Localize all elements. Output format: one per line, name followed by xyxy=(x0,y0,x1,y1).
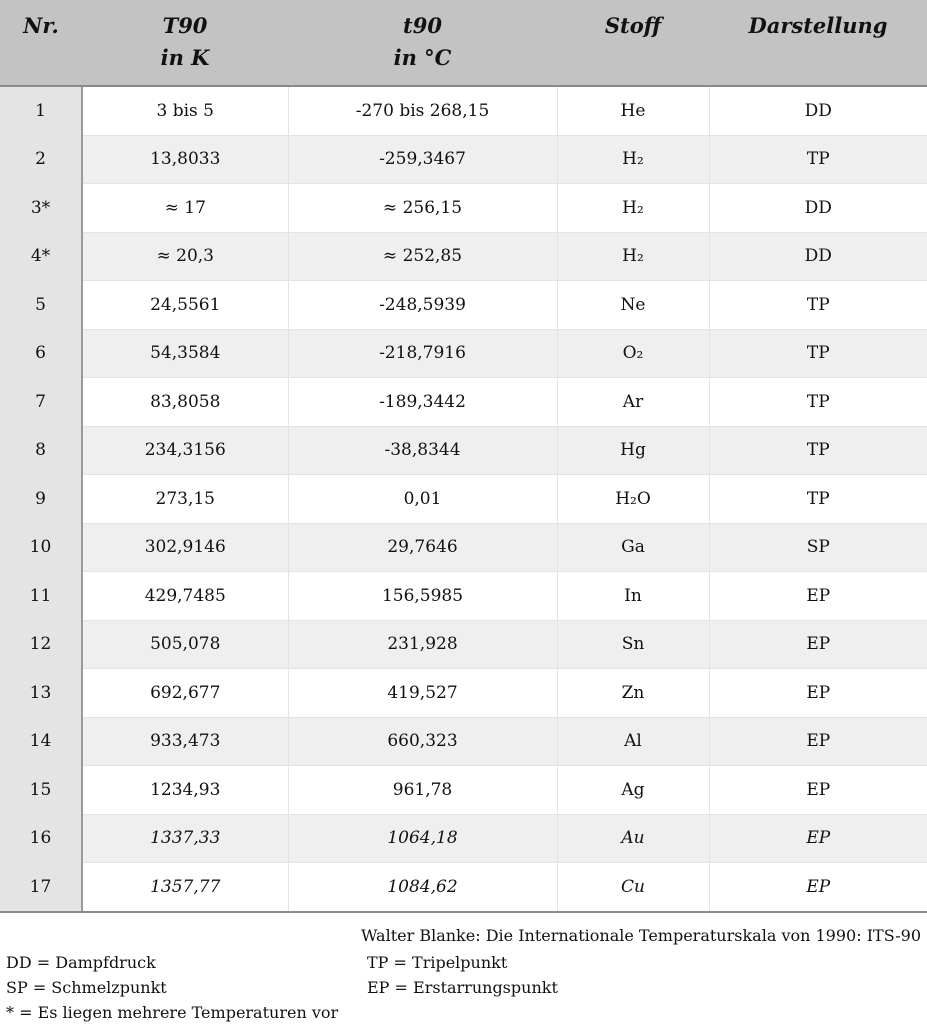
table-row xyxy=(0,814,927,863)
header-row xyxy=(0,0,927,86)
cell-darstellung: TP xyxy=(709,475,927,524)
cell-celsius: 156,5985 xyxy=(288,572,557,621)
cell-stoff: He xyxy=(557,86,709,135)
cell-celsius: -259,3467 xyxy=(288,135,557,184)
cell-nr: 2 xyxy=(0,135,82,184)
cell-stoff: Ar xyxy=(557,378,709,427)
table-row xyxy=(0,184,927,233)
table-row xyxy=(0,523,927,572)
cell-kelvin: 13,8033 xyxy=(82,135,288,184)
cell-nr: 7 xyxy=(0,378,82,427)
legend-star: * = Es liegen mehrere Temperaturen vor xyxy=(6,1002,339,1022)
legend-tp: TP = Tripelpunkt xyxy=(367,952,508,972)
cell-stoff: Au xyxy=(557,814,709,863)
cell-celsius: ≈ 252,85 xyxy=(288,232,557,281)
cell-stoff: Sn xyxy=(557,620,709,669)
cell-darstellung: SP xyxy=(709,523,927,572)
header-darstellung: Darstellung xyxy=(709,0,927,86)
cell-darstellung: DD xyxy=(709,184,927,233)
cell-darstellung: EP xyxy=(709,620,927,669)
header-stoff: Stoff xyxy=(557,0,709,86)
table-row xyxy=(0,86,927,135)
cell-nr: 9 xyxy=(0,475,82,524)
cell-darstellung: TP xyxy=(709,426,927,475)
table-row xyxy=(0,620,927,669)
cell-darstellung: EP xyxy=(709,814,927,863)
table-row xyxy=(0,135,927,184)
cell-celsius: -248,5939 xyxy=(288,281,557,330)
header-nr: Nr. xyxy=(0,0,82,86)
cell-nr: 10 xyxy=(0,523,82,572)
cell-kelvin: 692,677 xyxy=(82,669,288,718)
cell-stoff: In xyxy=(557,572,709,621)
legend-ep: EP = Erstarrungspunkt xyxy=(367,977,558,997)
cell-stoff: Ga xyxy=(557,523,709,572)
cell-kelvin: 3 bis 5 xyxy=(82,86,288,135)
table-row xyxy=(0,232,927,281)
table-row xyxy=(0,717,927,766)
table-footer xyxy=(0,913,927,1023)
cell-kelvin: ≈ 17 xyxy=(82,184,288,233)
cell-kelvin: 273,15 xyxy=(82,475,288,524)
cell-stoff: H₂ xyxy=(557,135,709,184)
cell-darstellung: EP xyxy=(709,572,927,621)
table-row xyxy=(0,426,927,475)
cell-stoff: Hg xyxy=(557,426,709,475)
table-row xyxy=(0,281,927,330)
table-row xyxy=(0,475,927,524)
cell-celsius: 419,527 xyxy=(288,669,557,718)
cell-nr: 12 xyxy=(0,620,82,669)
table-row xyxy=(0,766,927,815)
cell-stoff: Cu xyxy=(557,863,709,912)
cell-celsius: 1084,62 xyxy=(288,863,557,912)
table-row xyxy=(0,863,927,912)
cell-kelvin: 83,8058 xyxy=(82,378,288,427)
cell-stoff: Ag xyxy=(557,766,709,815)
cell-nr: 8 xyxy=(0,426,82,475)
cell-kelvin: ≈ 20,3 xyxy=(82,232,288,281)
cell-stoff: Al xyxy=(557,717,709,766)
table-row xyxy=(0,378,927,427)
cell-darstellung: TP xyxy=(709,135,927,184)
cell-celsius: 660,323 xyxy=(288,717,557,766)
cell-darstellung: DD xyxy=(709,232,927,281)
cell-stoff: H₂O xyxy=(557,475,709,524)
cell-darstellung: DD xyxy=(709,86,927,135)
table-row xyxy=(0,669,927,718)
cell-stoff: Zn xyxy=(557,669,709,718)
cell-kelvin: 1234,93 xyxy=(82,766,288,815)
cell-nr: 4* xyxy=(0,232,82,281)
cell-kelvin: 505,078 xyxy=(82,620,288,669)
cell-celsius: 1064,18 xyxy=(288,814,557,863)
cell-stoff: H₂ xyxy=(557,184,709,233)
cell-stoff: Ne xyxy=(557,281,709,330)
cell-celsius: -218,7916 xyxy=(288,329,557,378)
cell-celsius: -38,8344 xyxy=(288,426,557,475)
table-row xyxy=(0,329,927,378)
cell-darstellung: TP xyxy=(709,329,927,378)
cell-stoff: H₂ xyxy=(557,232,709,281)
cell-nr: 17 xyxy=(0,863,82,912)
cell-darstellung: EP xyxy=(709,669,927,718)
cell-nr: 14 xyxy=(0,717,82,766)
cell-darstellung: EP xyxy=(709,717,927,766)
cell-kelvin: 54,3584 xyxy=(82,329,288,378)
cell-celsius: -189,3442 xyxy=(288,378,557,427)
cell-kelvin: 1357,77 xyxy=(82,863,288,912)
cell-darstellung: EP xyxy=(709,863,927,912)
cell-nr: 16 xyxy=(0,814,82,863)
header-t90-celsius: t90 in °C xyxy=(288,0,557,86)
cell-celsius: 961,78 xyxy=(288,766,557,815)
cell-kelvin: 429,7485 xyxy=(82,572,288,621)
cell-nr: 1 xyxy=(0,86,82,135)
cell-kelvin: 1337,33 xyxy=(82,814,288,863)
cell-kelvin: 933,473 xyxy=(82,717,288,766)
cell-darstellung: TP xyxy=(709,281,927,330)
cell-celsius: 231,928 xyxy=(288,620,557,669)
cell-darstellung: EP xyxy=(709,766,927,815)
cell-nr: 11 xyxy=(0,572,82,621)
cell-darstellung: TP xyxy=(709,378,927,427)
legend-dd: DD = Dampfdruck xyxy=(6,952,156,972)
source-citation: Walter Blanke: Die Internationale Temperaturskala von 1990: ITS-90 xyxy=(360,925,921,945)
cell-celsius: 0,01 xyxy=(288,475,557,524)
cell-nr: 15 xyxy=(0,766,82,815)
cell-kelvin: 302,9146 xyxy=(82,523,288,572)
cell-nr: 5 xyxy=(0,281,82,330)
table-row xyxy=(0,572,927,621)
cell-kelvin: 24,5561 xyxy=(82,281,288,330)
cell-stoff: O₂ xyxy=(557,329,709,378)
cell-celsius: ≈ 256,15 xyxy=(288,184,557,233)
cell-celsius: 29,7646 xyxy=(288,523,557,572)
cell-kelvin: 234,3156 xyxy=(82,426,288,475)
cell-nr: 6 xyxy=(0,329,82,378)
cell-celsius: -270 bis 268,15 xyxy=(288,86,557,135)
cell-nr: 13 xyxy=(0,669,82,718)
legend-sp: SP = Schmelzpunkt xyxy=(6,977,167,997)
header-t90-kelvin: T90 in K xyxy=(82,0,288,86)
cell-nr: 3* xyxy=(0,184,82,233)
